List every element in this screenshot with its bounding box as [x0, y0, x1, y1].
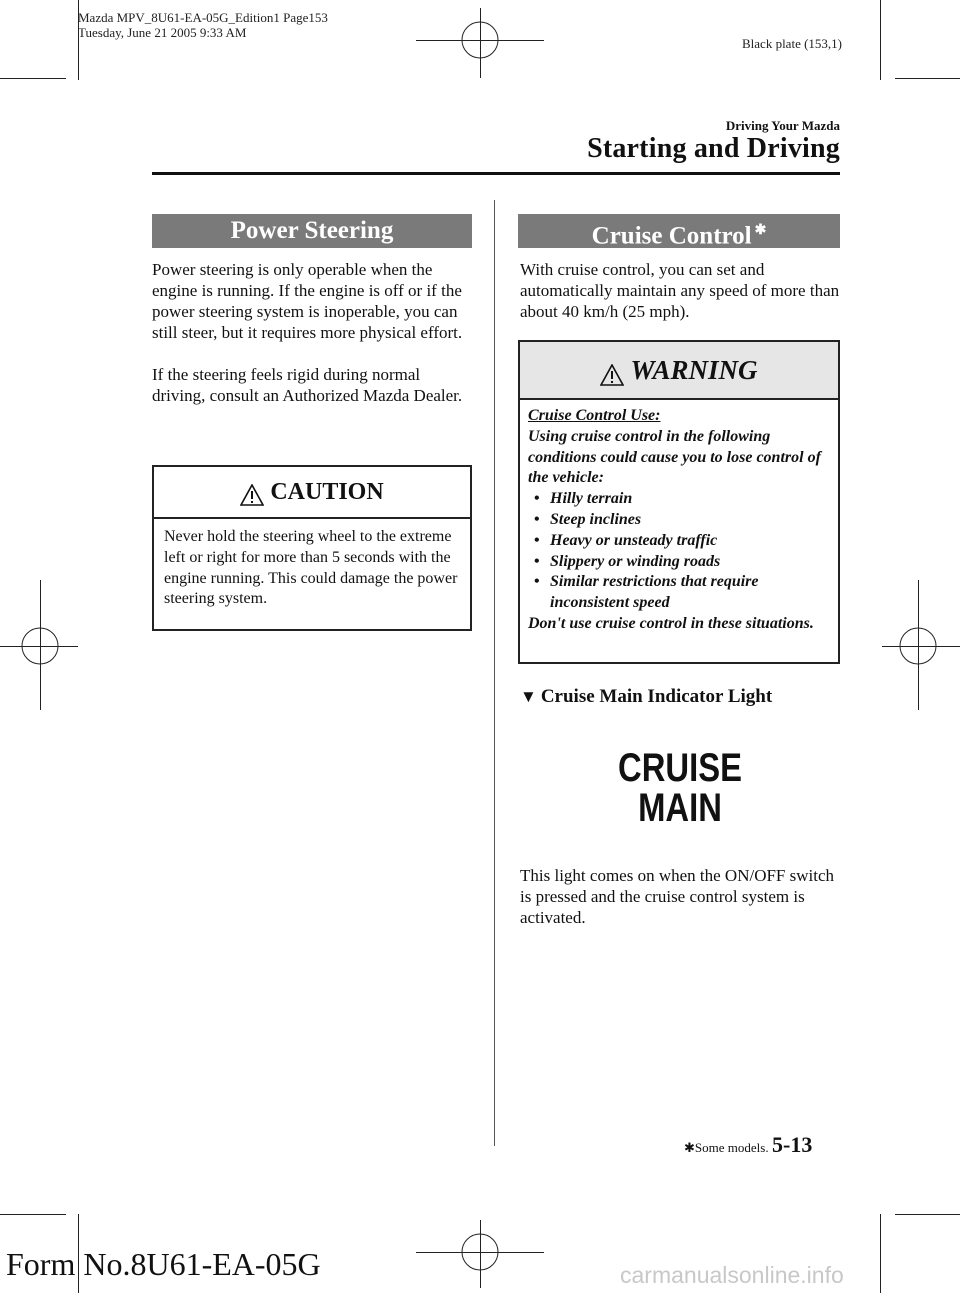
cruise-main-subheading [520, 686, 772, 708]
warning-title: WARNING [630, 355, 758, 385]
some-models-mark: ✱ [754, 223, 767, 238]
warning-closing: Don't use cruise control in these situations. [528, 614, 814, 632]
caution-box [152, 465, 472, 631]
plate-label: Black plate (153,1) [742, 36, 842, 51]
form-number: Form No.8U61-EA-05G [6, 1246, 321, 1282]
cruise-main-indicator-icon [582, 748, 779, 828]
indicator-line1: CRUISE [618, 746, 742, 790]
warning-list-item: • Heavy or unsteady traffic [528, 531, 830, 552]
print-info-line1: Mazda MPV_8U61-EA-05G_Edition1 Page153 [78, 10, 328, 25]
warning-list-item: • Slippery or winding roads [528, 552, 830, 573]
registration-circle-icon [20, 626, 60, 666]
cruise-main-subheading-text: Cruise Main Indicator Light [540, 686, 773, 707]
warning-box [518, 340, 840, 664]
cruise-control-heading [518, 214, 840, 248]
caution-title: CAUTION [270, 479, 384, 505]
triangle-down-icon: ▼ [520, 687, 537, 706]
print-info-line2: Tuesday, June 21 2005 9:33 AM [78, 25, 247, 40]
footnote-text: Some models. [694, 1140, 769, 1155]
power-steering-heading: Power Steering [152, 214, 472, 248]
warning-body [520, 400, 838, 641]
caution-header [154, 467, 470, 519]
warning-subtitle: Cruise Control Use: [528, 407, 661, 424]
warning-header [520, 342, 838, 400]
warning-list-item: • Steep inclines [528, 510, 830, 531]
chapter-title: Driving Your Mazda [725, 118, 840, 133]
column-divider [494, 200, 495, 1146]
registration-circle-icon [898, 626, 938, 666]
power-steering-para1: Power steering is only operable when the engine is running. If the engine is off or if the power steering system is inoperable, you can still steer, but it requires more physical effort. [152, 260, 463, 342]
warning-triangle-icon [240, 484, 264, 506]
cruise-control-heading-text: Cruise Control [591, 222, 752, 250]
page-number: 5-13 [772, 1132, 813, 1157]
footnote-mark: ✱ [684, 1140, 695, 1155]
watermark: carmanualsonline.info [620, 1262, 844, 1288]
power-steering-para2: If the steering feels rigid during normal driving, consult an Authorized Mazda Dealer. [152, 365, 463, 405]
indicator-line2: MAIN [638, 786, 722, 830]
warning-list [528, 489, 830, 614]
registration-circle-icon [460, 1232, 500, 1272]
section-title: Starting and Driving [587, 133, 840, 164]
footnote [684, 1140, 769, 1156]
cruise-main-description: This light comes on when the ON/OFF switch is pressed and the cruise control system is activated. [520, 866, 835, 927]
cruise-intro: With cruise control, you can set and automatically maintain any speed of more than about 40 km/h (25 mph). [520, 260, 840, 321]
header-rule [152, 172, 840, 175]
warning-lead: Using cruise control in the following conditions could cause you to lose control of the vehicle: [528, 427, 821, 487]
registration-circle-icon [460, 20, 500, 60]
caution-text: Never hold the steering wheel to the extreme left or right for more than 5 seconds with the engine running. This could damage the power steering system. [164, 528, 458, 608]
warning-triangle-icon [600, 364, 624, 386]
warning-list-item: • Hilly terrain [528, 489, 830, 510]
print-info [78, 10, 328, 40]
warning-list-item: • Similar restrictions that require inconsistent speed [528, 572, 830, 614]
